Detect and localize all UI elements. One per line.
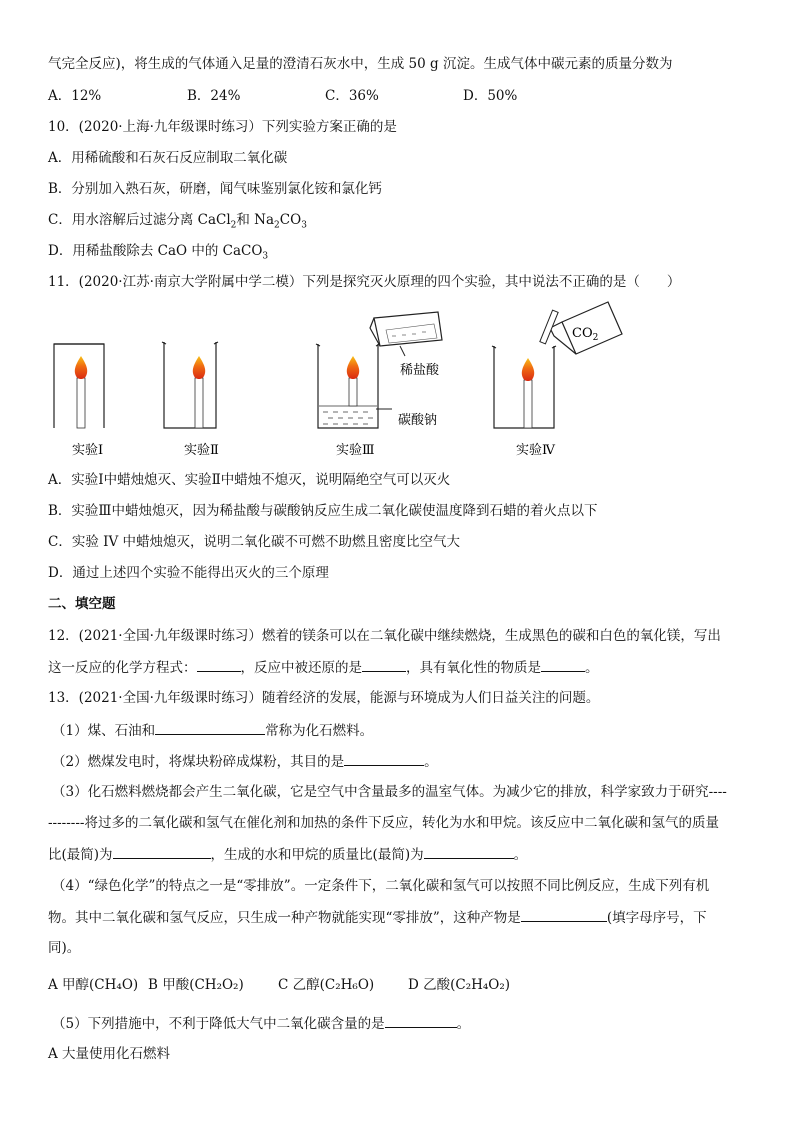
experiment-2-apparatus bbox=[162, 342, 218, 428]
q13-stem: 13．(2021·全国·九年级课时练习）随着经济的发展，能源与环境成为人们日益关注的问题。 bbox=[48, 690, 600, 706]
q13-p2-text-a: （2）燃煤发电时，将煤块粉碎成煤粉，其目的是 bbox=[52, 754, 345, 770]
q13-part1 bbox=[52, 721, 373, 740]
candle-2 bbox=[193, 356, 205, 428]
q9-option-a: A．12% bbox=[48, 88, 102, 104]
q13-p4-option-c: C 乙醇(C₂H₆O) bbox=[278, 977, 375, 993]
flame-3-icon bbox=[347, 356, 359, 379]
q13-p3-text-a: 比(最简)为 bbox=[48, 847, 113, 863]
q10-option-d bbox=[48, 242, 268, 266]
q9-text: 气完全反应)，将生成的气体通入足量的澄清石灰水中，生成 50 g 沉淀。生成气体中碳元素的质量分数为 bbox=[48, 56, 673, 72]
q9-option-b: B．24% bbox=[187, 88, 241, 104]
flame-2-icon bbox=[193, 356, 205, 379]
q12-text-d: 。 bbox=[585, 660, 599, 676]
q10-c-sub1: 2 bbox=[230, 220, 237, 231]
q10-c-mid: 和 Na bbox=[236, 212, 275, 228]
q13-part3-line1: （3）化石燃料燃烧都会产生二氧化碳，它是空气中含量最多的温室气体。为减少它的排放，科学家致力于研究---- bbox=[52, 784, 727, 800]
flame-1-icon bbox=[75, 356, 87, 379]
experiment-1-apparatus bbox=[54, 344, 104, 428]
q11-option-b: B．实验Ⅲ中蜡烛熄灭，因为稀盐酸与碳酸钠反应生成二氧化碳使温度降到石蜡的着火点以下 bbox=[48, 503, 598, 519]
q10-d-pre: D．用稀盐酸除去 CaO 中的 CaCO bbox=[48, 243, 263, 259]
flame-4-icon bbox=[522, 358, 534, 381]
sodium-carbonate-layer bbox=[319, 406, 377, 427]
q9-option-d: D．50% bbox=[463, 88, 518, 104]
experiment-1-label: 实验Ⅰ bbox=[72, 443, 104, 458]
q13-p4-text-a: 物。其中二氧化碳和氢气反应，只生成一种产物就能实现“零排放”，这种产物是 bbox=[48, 910, 521, 926]
q13-part3-line3 bbox=[48, 845, 527, 864]
q9-option-c: C．36% bbox=[325, 88, 379, 104]
q13-p4-option-d: D 乙酸(C₂H₄O₂) bbox=[408, 977, 511, 993]
candle-1 bbox=[75, 356, 87, 428]
q10-c-pre: C．用水溶解后过滤分离 CaCl bbox=[48, 212, 231, 228]
q13-p1-blank[interactable] bbox=[155, 721, 265, 735]
q13-p3-blank-1[interactable] bbox=[113, 845, 211, 859]
q13-p1-text-b: 常称为化石燃料。 bbox=[265, 723, 374, 739]
co2-label-main: CO bbox=[572, 326, 593, 341]
q12-text-a: 这一反应的化学方程式： bbox=[48, 660, 197, 676]
q12-line1: 12．(2021·全国·九年级课时练习）燃着的镁条可以在二氧化碳中继续燃烧，生成黑色的碳和白色的氧化镁，写出 bbox=[48, 628, 721, 644]
q13-p3-text-c: 。 bbox=[513, 847, 528, 863]
q13-part5 bbox=[52, 1014, 470, 1033]
q11-option-a: A．实验Ⅰ中蜡烛熄灭、实验Ⅱ中蜡烛不熄灭，说明隔绝空气可以灭火 bbox=[48, 472, 451, 488]
q12-blank-2[interactable] bbox=[362, 658, 406, 672]
q10-c-post: CO bbox=[279, 212, 302, 228]
acid-label: 稀盐酸 bbox=[400, 363, 440, 378]
q13-p4-option-a: A 甲醇(CH₄O) bbox=[48, 977, 139, 993]
q13-p2-text-b: 。 bbox=[424, 754, 438, 770]
experiment-4-apparatus bbox=[492, 302, 622, 428]
q13-p3-blank-2[interactable] bbox=[424, 845, 514, 859]
section-title: 二、填空题 bbox=[48, 596, 116, 612]
q10-option-c bbox=[48, 211, 307, 235]
q12-line2 bbox=[48, 658, 599, 677]
q12-blank-3[interactable] bbox=[541, 658, 585, 672]
q13-part4-line3: 同)。 bbox=[48, 940, 81, 956]
candle-3 bbox=[347, 356, 359, 406]
q12-blank-1[interactable] bbox=[197, 658, 241, 672]
q13-p4-text-b: (填字母序号，下 bbox=[606, 910, 707, 926]
q11-option-d: D．通过上述四个实验不能得出灭火的三个原理 bbox=[48, 565, 329, 581]
q13-part2 bbox=[52, 752, 438, 771]
q13-p3-text-b: ，生成的水和甲烷的质量比(最简)为 bbox=[210, 847, 424, 863]
candle-4 bbox=[522, 358, 534, 428]
q11-option-c: C．实验 IV 中蜡烛熄灭，说明二氧化碳不可燃不助燃且密度比空气大 bbox=[48, 534, 460, 550]
carbonate-label: 碳酸钠 bbox=[398, 413, 438, 428]
experiment-3-label: 实验Ⅲ bbox=[336, 443, 375, 458]
acid-bottle-icon bbox=[370, 312, 442, 356]
q13-part4-line2 bbox=[48, 908, 707, 927]
q13-p4-option-b: B 甲酸(CH₂O₂) bbox=[148, 977, 244, 993]
q13-part5-option-a: A 大量使用化石燃料 bbox=[48, 1046, 171, 1062]
q10-c-sub2: 2 bbox=[274, 220, 280, 231]
q13-p5-text-b: 。 bbox=[456, 1016, 471, 1032]
q13-p5-blank[interactable] bbox=[385, 1014, 457, 1028]
co2-label-sub: 2 bbox=[592, 333, 599, 343]
q11-experiment-figure bbox=[40, 296, 680, 466]
q10-stem: 10．(2020·上海·九年级课时练习）下列实验方案正确的是 bbox=[48, 119, 397, 135]
q13-part3-line2: --------将过多的二氧化碳和氢气在催化剂和加热的条件下反应，转化为水和甲烷。该反应中二氧化碳和氢气的质量 bbox=[48, 815, 719, 831]
q12-text-c: ，具有氧化性的物质是 bbox=[406, 660, 541, 676]
q13-p1-text-a: （1）煤、石油和 bbox=[52, 723, 156, 739]
experiment-2-label: 实验Ⅱ bbox=[184, 443, 219, 458]
q13-p4-blank[interactable] bbox=[521, 908, 607, 922]
q13-part4-line1: （4）“绿色化学”的特点之一是“零排放”。一定条件下，二氧化碳和氢气可以按照不同比例反应，生成下列有机 bbox=[52, 878, 710, 894]
q11-stem: 11．(2020·江苏·南京大学附属中学二模）下列是探究灭火原理的四个实验，其中说法不正确的是（ ） bbox=[48, 274, 681, 290]
q13-p5-text-a: （5）下列措施中，不利于降低大气中二氧化碳含量的是 bbox=[52, 1016, 385, 1032]
q10-c-sub3: 3 bbox=[301, 220, 307, 231]
q10-d-sub: 3 bbox=[262, 251, 269, 262]
q10-option-a: A．用稀硫酸和石灰石反应制取二氧化碳 bbox=[48, 150, 288, 166]
q13-p2-blank[interactable] bbox=[344, 752, 424, 766]
q10-option-b: B．分别加入熟石灰，研磨，闻气味鉴别氯化铵和氯化钙 bbox=[48, 181, 382, 197]
experiment-4-label: 实验Ⅳ bbox=[516, 443, 555, 458]
q12-text-b: ，反应中被还原的是 bbox=[240, 660, 362, 676]
